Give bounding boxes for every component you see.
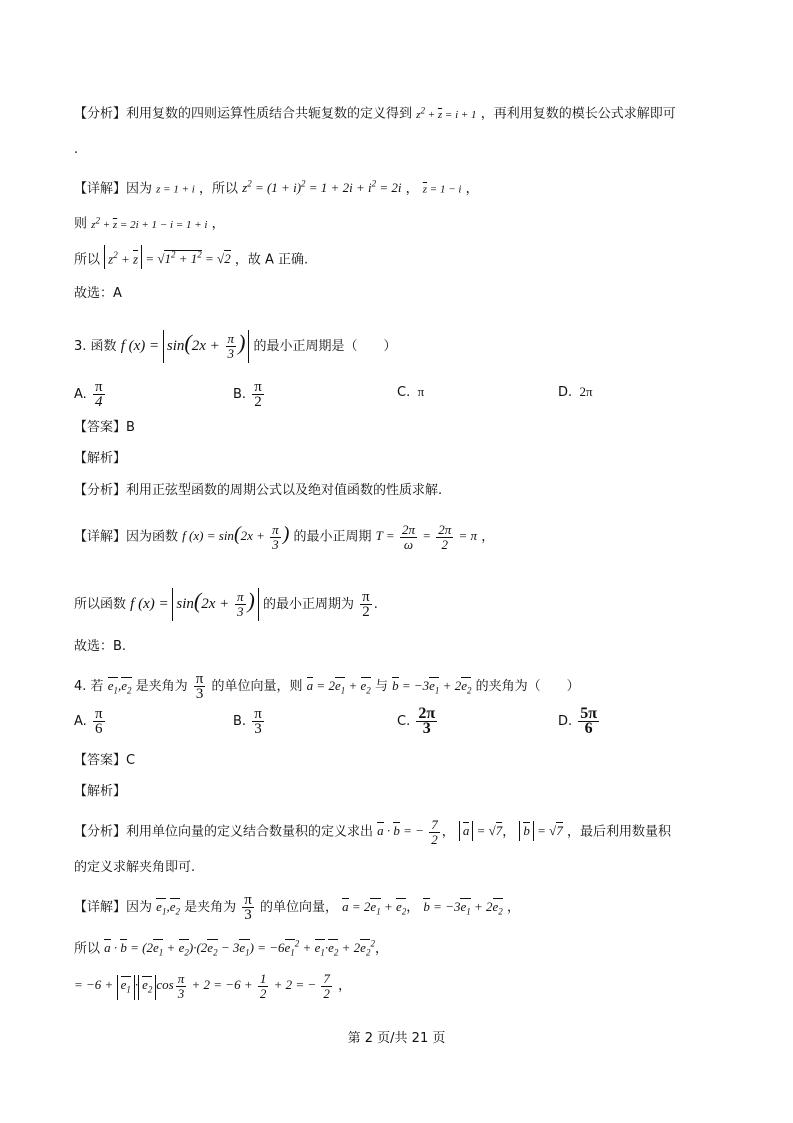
q3-fenxi: 【分析】利用正弦型函数的周期公式以及绝对值函数的性质求解.: [74, 483, 443, 498]
q3-choose: 故选：B.: [74, 639, 127, 654]
q3-option-b: B. $\frac{\pi}{2}$: [233, 379, 262, 410]
q4-detail-1: 【详解】因为 $e_1,e_2$ 是夹角为 $\frac{\pi}{3}$ 的单位向量， $a = 2e_1 + e_2$， $b = -3e_1 + 2e_2$ ，: [74, 892, 520, 923]
q3-option-c: C. π: [397, 384, 425, 400]
q3-option-d: D. 2π: [558, 384, 593, 400]
math-expr: $z^2 + \overline{z} = i + 1$: [416, 105, 477, 121]
q4-detail-3: = $-6 + e_1 \cdot e_2$ cos $\frac{\pi}{3}$ + 2 = −6 + $\frac{1}{2}$ + 2 = − $\frac{7}{2}$ ，: [74, 971, 352, 1001]
q4-option-b: B. $\frac{\pi}{3}$: [233, 706, 262, 737]
q3-jiexi: 【解析】: [74, 451, 127, 466]
q4-option-c: C. $\frac{2\pi}{3}$: [397, 705, 436, 737]
q4-answer: 【答案】C: [74, 753, 136, 768]
q4-jiexi: 【解析】: [74, 784, 127, 799]
q4-fenxi-1: 【分析】利用单位向量的定义结合数量积的定义求出 a · b = − $\frac{7}{2}$ ， a = √7， b = √7 ，最后利用数量积: [74, 817, 671, 847]
q4-option-a: A. $\frac{\pi}{6}$: [74, 706, 103, 737]
question-4: 4. 若 $e_1,e_2$ 是夹角为 $\frac{\pi}{3}$ 的单位向量，则 $a = 2e_1 + e_2$ 与 $b = -3e_1 + 2e_2$ 的夹角为（ ）: [74, 671, 580, 702]
q3-detail-2: 所以函数 f (x) = sin(2x + $\frac{\pi}{3}$ ) 的最小正周期为 $\frac{\pi}{2}$ .: [74, 587, 378, 620]
question-3: 3. 函数 f (x) = sin(2x + $\frac{\pi}{3}$ ) 的最小正周期是（ ）: [74, 329, 397, 361]
detail-line-1: 【详解】因为 z = 1 + i ，所以 $z^2 = (1 + i)^2 = 1 + 2i + i^2 = 2i$ ， $\overline{z} = 1 - i$ ，: [74, 179, 479, 197]
q4-detail-2: 所以 $a \cdot b = (2e_1 + e_2)\cdot(2e_2 - 3e_1) = -6e_1^2 + e_1\cdot e_2 + 2e_2^2$，: [74, 934, 388, 963]
q3-answer: 【答案】B: [74, 420, 135, 435]
q4-option-d: D. $\frac{5\pi}{6}$: [558, 705, 598, 737]
q4-fenxi-2: 的定义求解夹角即可.: [74, 860, 196, 875]
q3-detail-1: 【详解】因为函数 f (x) = sin(2x + $\frac{\pi}{3}$ ) 的最小正周期 T = $\frac{2\pi}{\omega}$ = $\frac{2\pi}{2}$ = π ，: [74, 522, 495, 552]
detail-line-3: 所以 $z^2 + \overline{z} = √1^2 + 1^2 = √2$ ，故 A 正确.: [74, 245, 308, 270]
choose-line-1: 故选：A: [74, 286, 122, 301]
detail-line-2: 则 $z^2 + \overline{z} = 2i + 1 - i = 1 + i$ ，: [74, 215, 225, 232]
analysis-line-1: 【分析】利用复数的四则运算性质结合共轭复数的定义得到 $z^2 + \overline{z} = i + 1$ ，再利用复数的模长公式求解即可: [74, 105, 676, 122]
page-footer: 第 2 页/共 21 页: [347, 1031, 446, 1046]
q3-option-a: A. $\frac{\pi}{4}$: [74, 379, 103, 410]
analysis-line-1-dot: .: [74, 142, 79, 157]
